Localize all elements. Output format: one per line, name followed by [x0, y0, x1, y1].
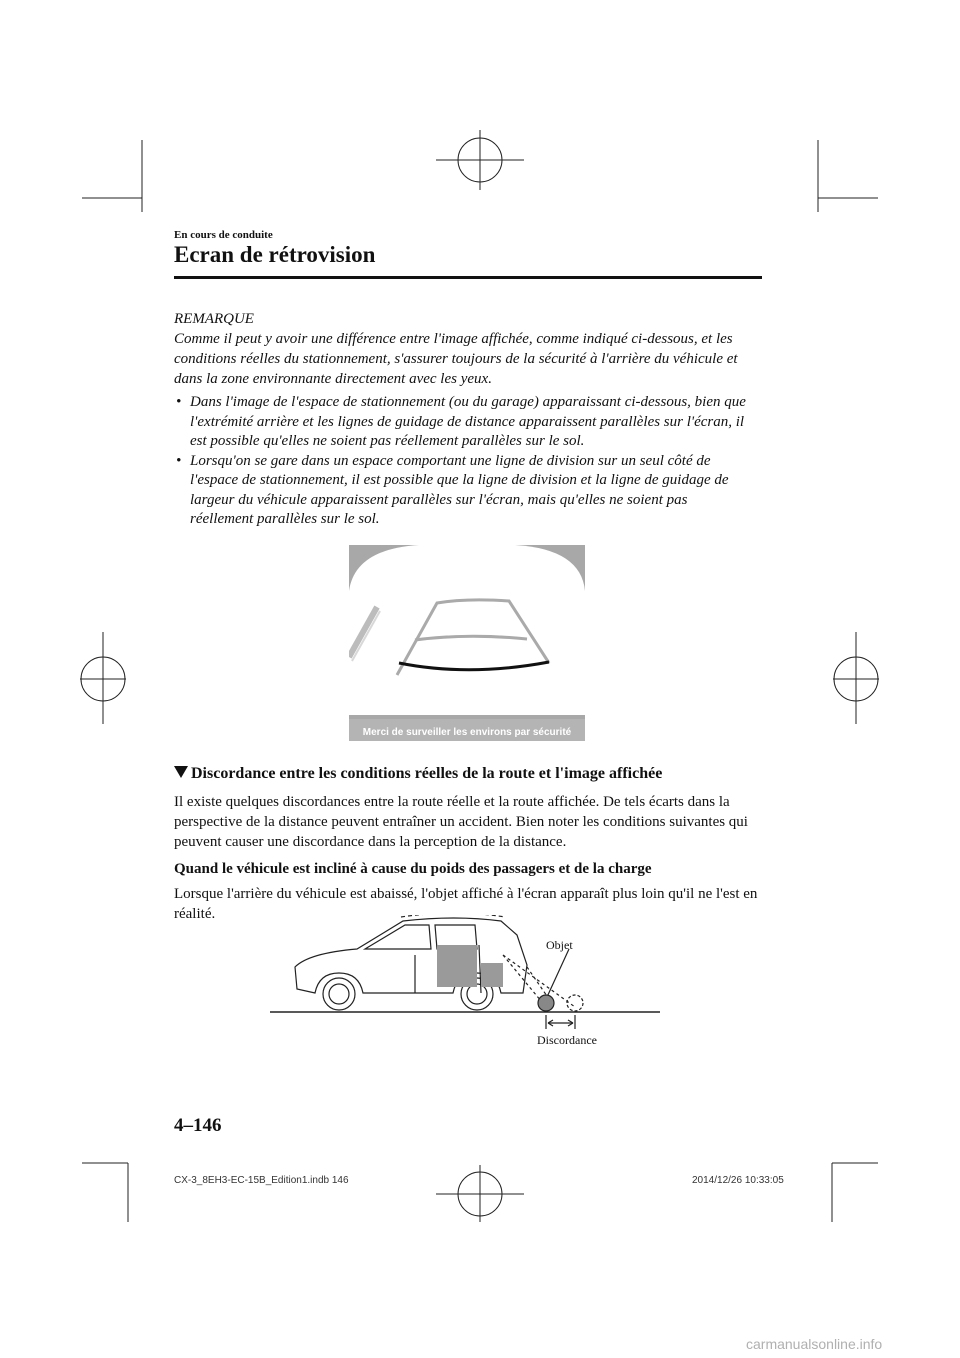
list-item	[174, 452, 754, 530]
object-label: Objet	[546, 938, 573, 952]
camera-caption: Merci de surveiller les environs par sécurité	[362, 727, 572, 738]
section-paragraph: Il existe quelques discordances entre la route réelle et la route affichée. De tels écarts dans la perspective de la distance peuvent entraîner un accident. Bien noter les conditions suivantes qui peuvent causer une discordance dans la perception de la distance.	[174, 794, 748, 850]
page-number: 4–146	[174, 1115, 222, 1136]
vehicle-tilt-diagram	[265, 915, 665, 1055]
bullet-icon: •	[176, 452, 182, 469]
section-label: En cours de conduite	[174, 229, 273, 241]
page-title: Ecran de rétrovision	[174, 242, 376, 267]
bullet-icon: •	[176, 394, 182, 410]
sub-paragraph: Lorsque l'arrière du véhicule est abaissé, l'objet affiché à l'écran apparaît plus loin qu'il ne l'est en réalité.	[174, 886, 758, 922]
remark-bullet-list	[174, 393, 754, 530]
rear-camera-image	[349, 545, 585, 741]
triangle-down-icon	[174, 766, 188, 778]
watermark: carmanualsonline.info	[746, 1336, 883, 1352]
bullet-text: Lorsqu'on se gare dans un espace comportant une ligne de division sur un seul côté de l'espace de stationnement, il est possible que la ligne de division et la ligne de guidage de largeur du véhicule apparaissent parallèles sur l'écran, mais qu'elles ne soient pas réellement parallèles sur le sol.	[190, 452, 729, 527]
discordance-label: Discordance	[537, 1033, 597, 1047]
bullet-text: Dans l'image de l'espace de stationnement (ou du garage) apparaissant ci-dessous, bien que l'extrémité arrière et les lignes de guidage de distance apparaissent parallèles sur l'écran, il est possible qu'elles ne soient pas réellement parallèles sur le sol.	[190, 394, 746, 449]
footer-filename: CX-3_8EH3-EC-15B_Edition1.indb 146	[174, 1175, 349, 1186]
list-item	[174, 393, 754, 452]
footer-timestamp: 2014/12/26 10:33:05	[692, 1175, 784, 1186]
remark-heading: REMARQUE	[174, 311, 254, 327]
section-heading	[174, 765, 662, 783]
car-illustration	[265, 915, 665, 1055]
subheading: Quand le véhicule est incliné à cause du poids des passagers et de la charge	[174, 861, 652, 877]
camera-screen-illustration	[349, 545, 585, 741]
title-rule	[174, 276, 762, 279]
section-heading-text: Discordance entre les conditions réelles de la route et l'image affichée	[191, 765, 663, 782]
remark-intro: Comme il peut y avoir une différence entre l'image affichée, comme indiqué ci-dessous, et les conditions réelles du stationnement, s'assurer toujours de la sécurité à l'arrière du véhicule et dans la zone environnante directement avec les yeux.	[174, 331, 738, 387]
